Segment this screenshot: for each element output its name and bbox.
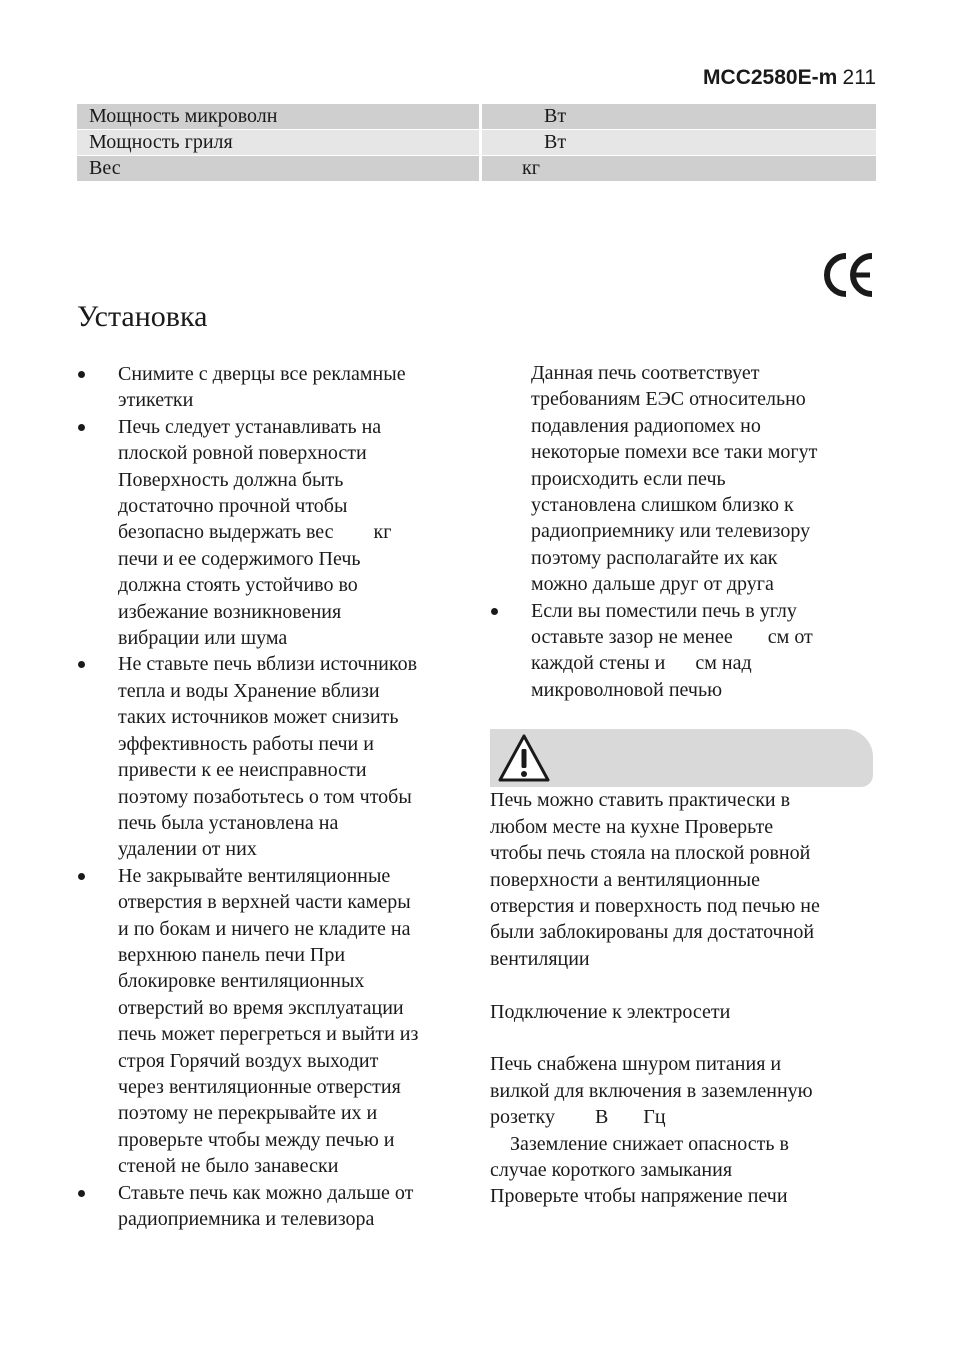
spec-unit: Вт (544, 131, 567, 153)
spec-row-grill-power (77, 130, 876, 156)
warning-bar (490, 729, 873, 787)
spec-unit: кг (522, 157, 540, 179)
subheading-power: Подключение к электросети (490, 1000, 731, 1023)
power-text: Печь снабжена шнуром питания и вилкой для включения в заземленную розетку В Гц Заземление снижает опасность в случае короткого замыкания Проверьте чтобы напряжение печи (490, 1053, 813, 1208)
list-item: Печь следует устанавливать на плоской ровной поверхности Поверхность должна быть достаточно прочной чтобы безопасно выдержать вес кг печи и ее содержимого Печь должна стоять устойчиво во избежание возникновения вибрации или шума (77, 414, 469, 652)
model-number: MCC2580E-m (703, 66, 838, 89)
spec-row-microwave-power (77, 104, 876, 130)
spec-unit: Вт (544, 105, 567, 127)
bullet-icon (78, 873, 85, 880)
right-column (490, 360, 880, 1210)
bullet-icon (78, 371, 85, 378)
spec-label: Мощность гриля (77, 130, 479, 155)
warning-triangle-icon (496, 732, 552, 784)
warning-text: Печь можно ставить практически в любом месте на кухне Проверьте чтобы печь стояла на плоской ровной поверхности а вентиляционные отверстия и поверхность под печью не были заблокированы для достаточной вентиляции (490, 789, 820, 970)
left-column (77, 361, 469, 1232)
list-item: Не закрывайте вентиляционные отверстия в верхней части камеры и по бокам и ничего не кладите на верхнюю панель печи При блокировке вентиляционных отверстий во время эксплуатации печь может перегреться и выйти из строя Горячий воздух выходит через вентиляционные отверстия поэтому не перекрывайте их и проверьте чтобы между печью и стеной не было занавески (77, 863, 469, 1180)
bullet-icon (78, 424, 85, 431)
spec-row-weight (77, 156, 876, 182)
page-number: 211 (842, 66, 876, 89)
spec-label: Вес (77, 156, 479, 181)
list-item: Снимите с дверцы все рекламные этикетки (77, 361, 469, 414)
list-item: Не ставьте печь вблизи источников тепла и воды Хранение вблизи таких источников может снизить эффективность работы печи и привести к ее неисправности поэтому позаботьтесь о том чтобы печь была установлена на удалении от них (77, 651, 469, 862)
list-item: Если вы поместили печь в углу оставьте зазор не менее см от каждой стены и см над микроволновой печью (490, 598, 880, 704)
bullet-icon (78, 661, 85, 668)
placement-list (490, 598, 880, 704)
interference-note: Данная печь соответствует требованиям ЕЭС относительно подавления радиопомех но некоторые помехи все таки могут происходить если печь установлена слишком близко к радиоприемнику или телевизору поэтому располагайте их как можно дальше друг от друга (531, 362, 818, 596)
page-header (703, 64, 876, 91)
section-title: Установка (77, 300, 208, 333)
bullet-icon (78, 1190, 85, 1197)
list-item: Ставьте печь как можно дальше от радиоприемника и телевизора (77, 1180, 469, 1233)
bullet-icon (491, 608, 498, 615)
installation-list (77, 361, 469, 1232)
ce-mark-icon (822, 252, 876, 298)
spec-label: Мощность микроволн (77, 104, 479, 129)
spec-table (77, 104, 876, 182)
